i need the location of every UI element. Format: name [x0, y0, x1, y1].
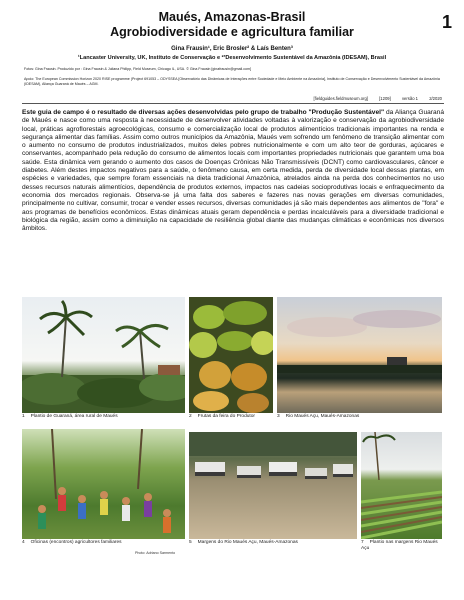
affiliations: ¹Lancaster University, UK, Instituto de Conservação e ²³Desenvolvimento Sustentável da Amazônia (IDESAM), Brasil [77, 55, 387, 61]
location-heading: Maués, Amazonas-Brasil [158, 10, 306, 24]
page-title: Agrobiodiversidade e agricultura familiar [110, 25, 354, 39]
guide-version: versão 1 [401, 96, 419, 101]
photo-river-sunset [277, 297, 442, 413]
intro-lead: Este guia de campo é o resultado de diversas ações desenvolvidas pelo grupo de trabalho "Produção Sustentável" [22, 109, 385, 116]
site-link[interactable]: [fieldguides.fieldmuseum.org] [313, 96, 368, 101]
page-number: 1 [441, 12, 452, 32]
caption-3: 3 Rio Maués Açu, Maués-Amazonas [277, 414, 360, 419]
riverbank-boats-image [189, 432, 357, 539]
guide-date: 2/2020 [429, 96, 442, 101]
divider [22, 103, 444, 104]
caption-5: 5 Margens do Rio Maués Açu, Maués-Amazonas [189, 540, 298, 545]
caption-2: 2 Frutas da feira do Produtor [189, 414, 255, 419]
caption-3-text: Rio Maués Açu, Maués-Amazonas [285, 414, 360, 419]
caption-4: 4 Oficinas (encontros) agricultores familiares [22, 540, 122, 545]
photo-guarana-plantation [22, 297, 185, 413]
caption-5-text: Margens do Rio Maués Açu, Maués-Amazonas [197, 540, 298, 545]
support-credit: Apoio: The European Commission Horizon 2020 RISE programme (Project 691053 – ODYSSEA [Observatório das Dinâmicas de Interações entre Sociedade e Meio Ambiente na Amazônia], Instituto de Conservação e Desenvolvimento Sustentável da Amazônia (IDESAM), Aliança Guaraná de Maués – AGM. [24, 77, 440, 86]
caption-7: 7 Plantio nas margens Rio Maués Açu [361, 540, 438, 551]
caption-1-text: Plantio de Guaraná, área rural de Maués [30, 414, 118, 419]
photo-credit: Photo: Adriano Sarmento [135, 551, 176, 555]
photo-workshop [22, 429, 185, 539]
guide-meta [303, 96, 442, 101]
caption-1: 1 Plantio de Guaraná, área rural de Maués [22, 414, 118, 419]
intro-paragraph [22, 109, 444, 233]
palm-trees-image [22, 297, 185, 413]
intro-body: da Aliança Guaraná de Maués e nasce como uma resposta à necessidade de desenvolver atividades voltadas à valorização e conservação da agrobiodiversidade local, práticas agroflorestais agroecológicas, consumo e comercialização local de produtos alimentícios tradicionais importantes na renda e segurança alimentar das famílias. Assim como outros municípios da Amazônia, Maués vem sofrendo um fenômeno de transição alimentar com o aumento no consumo de produtos industrializados, muitos deles pobres nutricionalmente e com um alto teor de gorduras, açúcares e conservantes, acompanhado pela redução do consumo de alimentos locais com importantes propriedades nutricionais que garantem uma boa saúde. Esta dinâmica vem gerando o aumento dos casos de Doenças Crônicas Não Transmissíveis (DCNT) como cardiovasculares, câncer e diabetes. Além destes impactos negativos para a saúde, o fenômeno causa, em certa medida, perda de diversidade local dessas plantas, em espécies e variedades, que sempre foram essenciais na dieta tradicional Amazônica, atrelados ainda na perda dos conhecimentos no uso desses recursos naturais alimentícios, dependência de produtos externos, impactos nas cadeias socioprodutivas locais e enfraquecimento da economia dos mercados regionais. Observa-se já uma falta dos saberes e fazeres nas novas gerações em diversas comunidades, principalmente no cultivar, consumir, trocar e vender esses recursos, diversas comunidades já são mais dependentes aos alimentos de "fora" e aos programas de benefícios econômicos. Estas dinâmicas atuais geram dependência e perdas incalculáveis para a diversidade tradicional e biológica da região, assim como a diminuição na capacidade de resiliência global diante das mudanças climáticas e econômicas nos diversos âmbitos. [22, 109, 444, 233]
caption-4-text: Oficinas (encontros) agricultores familiares [30, 540, 122, 545]
workshop-image [22, 429, 185, 539]
photo-market-fruits [189, 297, 273, 413]
fruit-pile-image [189, 297, 273, 413]
guide-id: [1209] [379, 96, 391, 101]
caption-7-text: Plantio nas margens Rio Maués Açu [361, 540, 438, 551]
caption-2-text: Frutas da feira do Produtor [197, 414, 255, 419]
photo-crop-rows [361, 432, 442, 539]
photo-production-credit: Fotos: Gina Frausin. Produzido por : Gina Frausin & Juliana Philipp, Field Museum, Chicago IL, USA. © Gina Frausin [ginafrausin@gmail.com] [24, 67, 252, 71]
photo-riverbank [189, 432, 357, 539]
authors: Gina Frausin¹, Eric Brosler² & Laís Benten³ [171, 46, 293, 52]
crop-rows-image [361, 432, 442, 539]
river-sunset-image [277, 297, 442, 413]
